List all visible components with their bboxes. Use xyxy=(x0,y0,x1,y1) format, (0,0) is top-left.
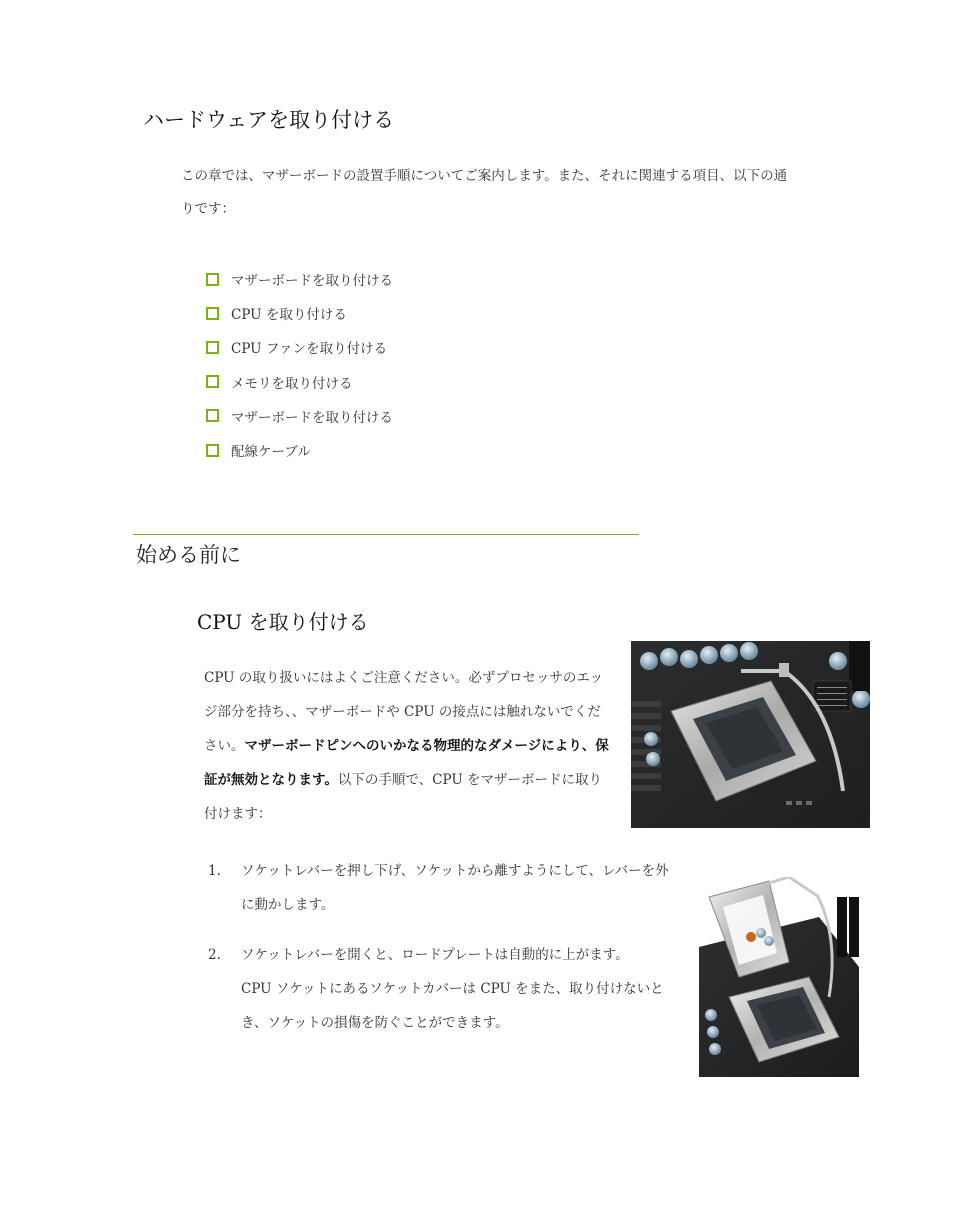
subheading: CPU を取り付ける xyxy=(197,610,369,634)
checkbox-bullet-icon xyxy=(206,273,219,286)
cpu-socket-closed-photo xyxy=(631,641,870,828)
cpu-socket-open-photo xyxy=(699,877,859,1077)
section-divider xyxy=(133,534,639,535)
list-item: CPU を取り付ける xyxy=(206,296,393,330)
warranty-warning: マザーボードピンへのいかなる物理的なダメージにより、保証が無効となります。 xyxy=(204,738,609,788)
list-item: CPU ファンを取り付ける xyxy=(206,330,393,364)
step-text: ソケットレバーを押し下げ、ソケットから離すようにして、レバーを外に動かします。 xyxy=(241,863,669,913)
list-item: 配線ケーブル xyxy=(206,433,393,467)
list-item xyxy=(208,854,678,922)
checkbox-bullet-icon xyxy=(206,409,219,422)
list-item xyxy=(208,938,678,1040)
step-number: 2. xyxy=(208,947,221,963)
list-item: マザーボードを取り付ける xyxy=(206,262,393,296)
intro-paragraph: この章では、マザーボードの設置手順についてご案内します。また、それに関連する項目、以下の通りです： xyxy=(181,168,788,217)
checkbox-bullet-icon xyxy=(206,444,219,457)
section-heading: 始める前に xyxy=(136,543,241,567)
step-list xyxy=(208,854,678,1040)
cpu-handling-paragraph: CPU の取り扱いにはよくご注意ください。必ずプロセッサのエッジ部分を持ち、、マザーボードや CPU の接点には触れないでください。マザーボードピンへのいかなる物理的なダメージにより、保証が無効となります。以下の手順で、CPU をマザーボードに取り付けます： xyxy=(204,670,609,822)
checkbox-bullet-icon xyxy=(206,341,219,354)
checkbox-bullet-icon xyxy=(206,307,219,320)
list-item: メモリを取り付ける xyxy=(206,365,393,399)
page-title: ハードウェアを取り付ける xyxy=(143,108,395,132)
checkbox-bullet-icon xyxy=(206,375,219,388)
step-text: ソケットレバーを開くと、ロードプレートは自動的に上がます。 xyxy=(241,947,629,963)
step-note: CPU ソケットにあるソケットカバーは CPU をまた、取り付けないとき、ソケットの損傷を防ぐことができます。 xyxy=(241,981,664,1031)
topic-list xyxy=(206,262,393,467)
list-item: マザーボードを取り付ける xyxy=(206,399,393,433)
step-number: 1. xyxy=(208,863,221,879)
